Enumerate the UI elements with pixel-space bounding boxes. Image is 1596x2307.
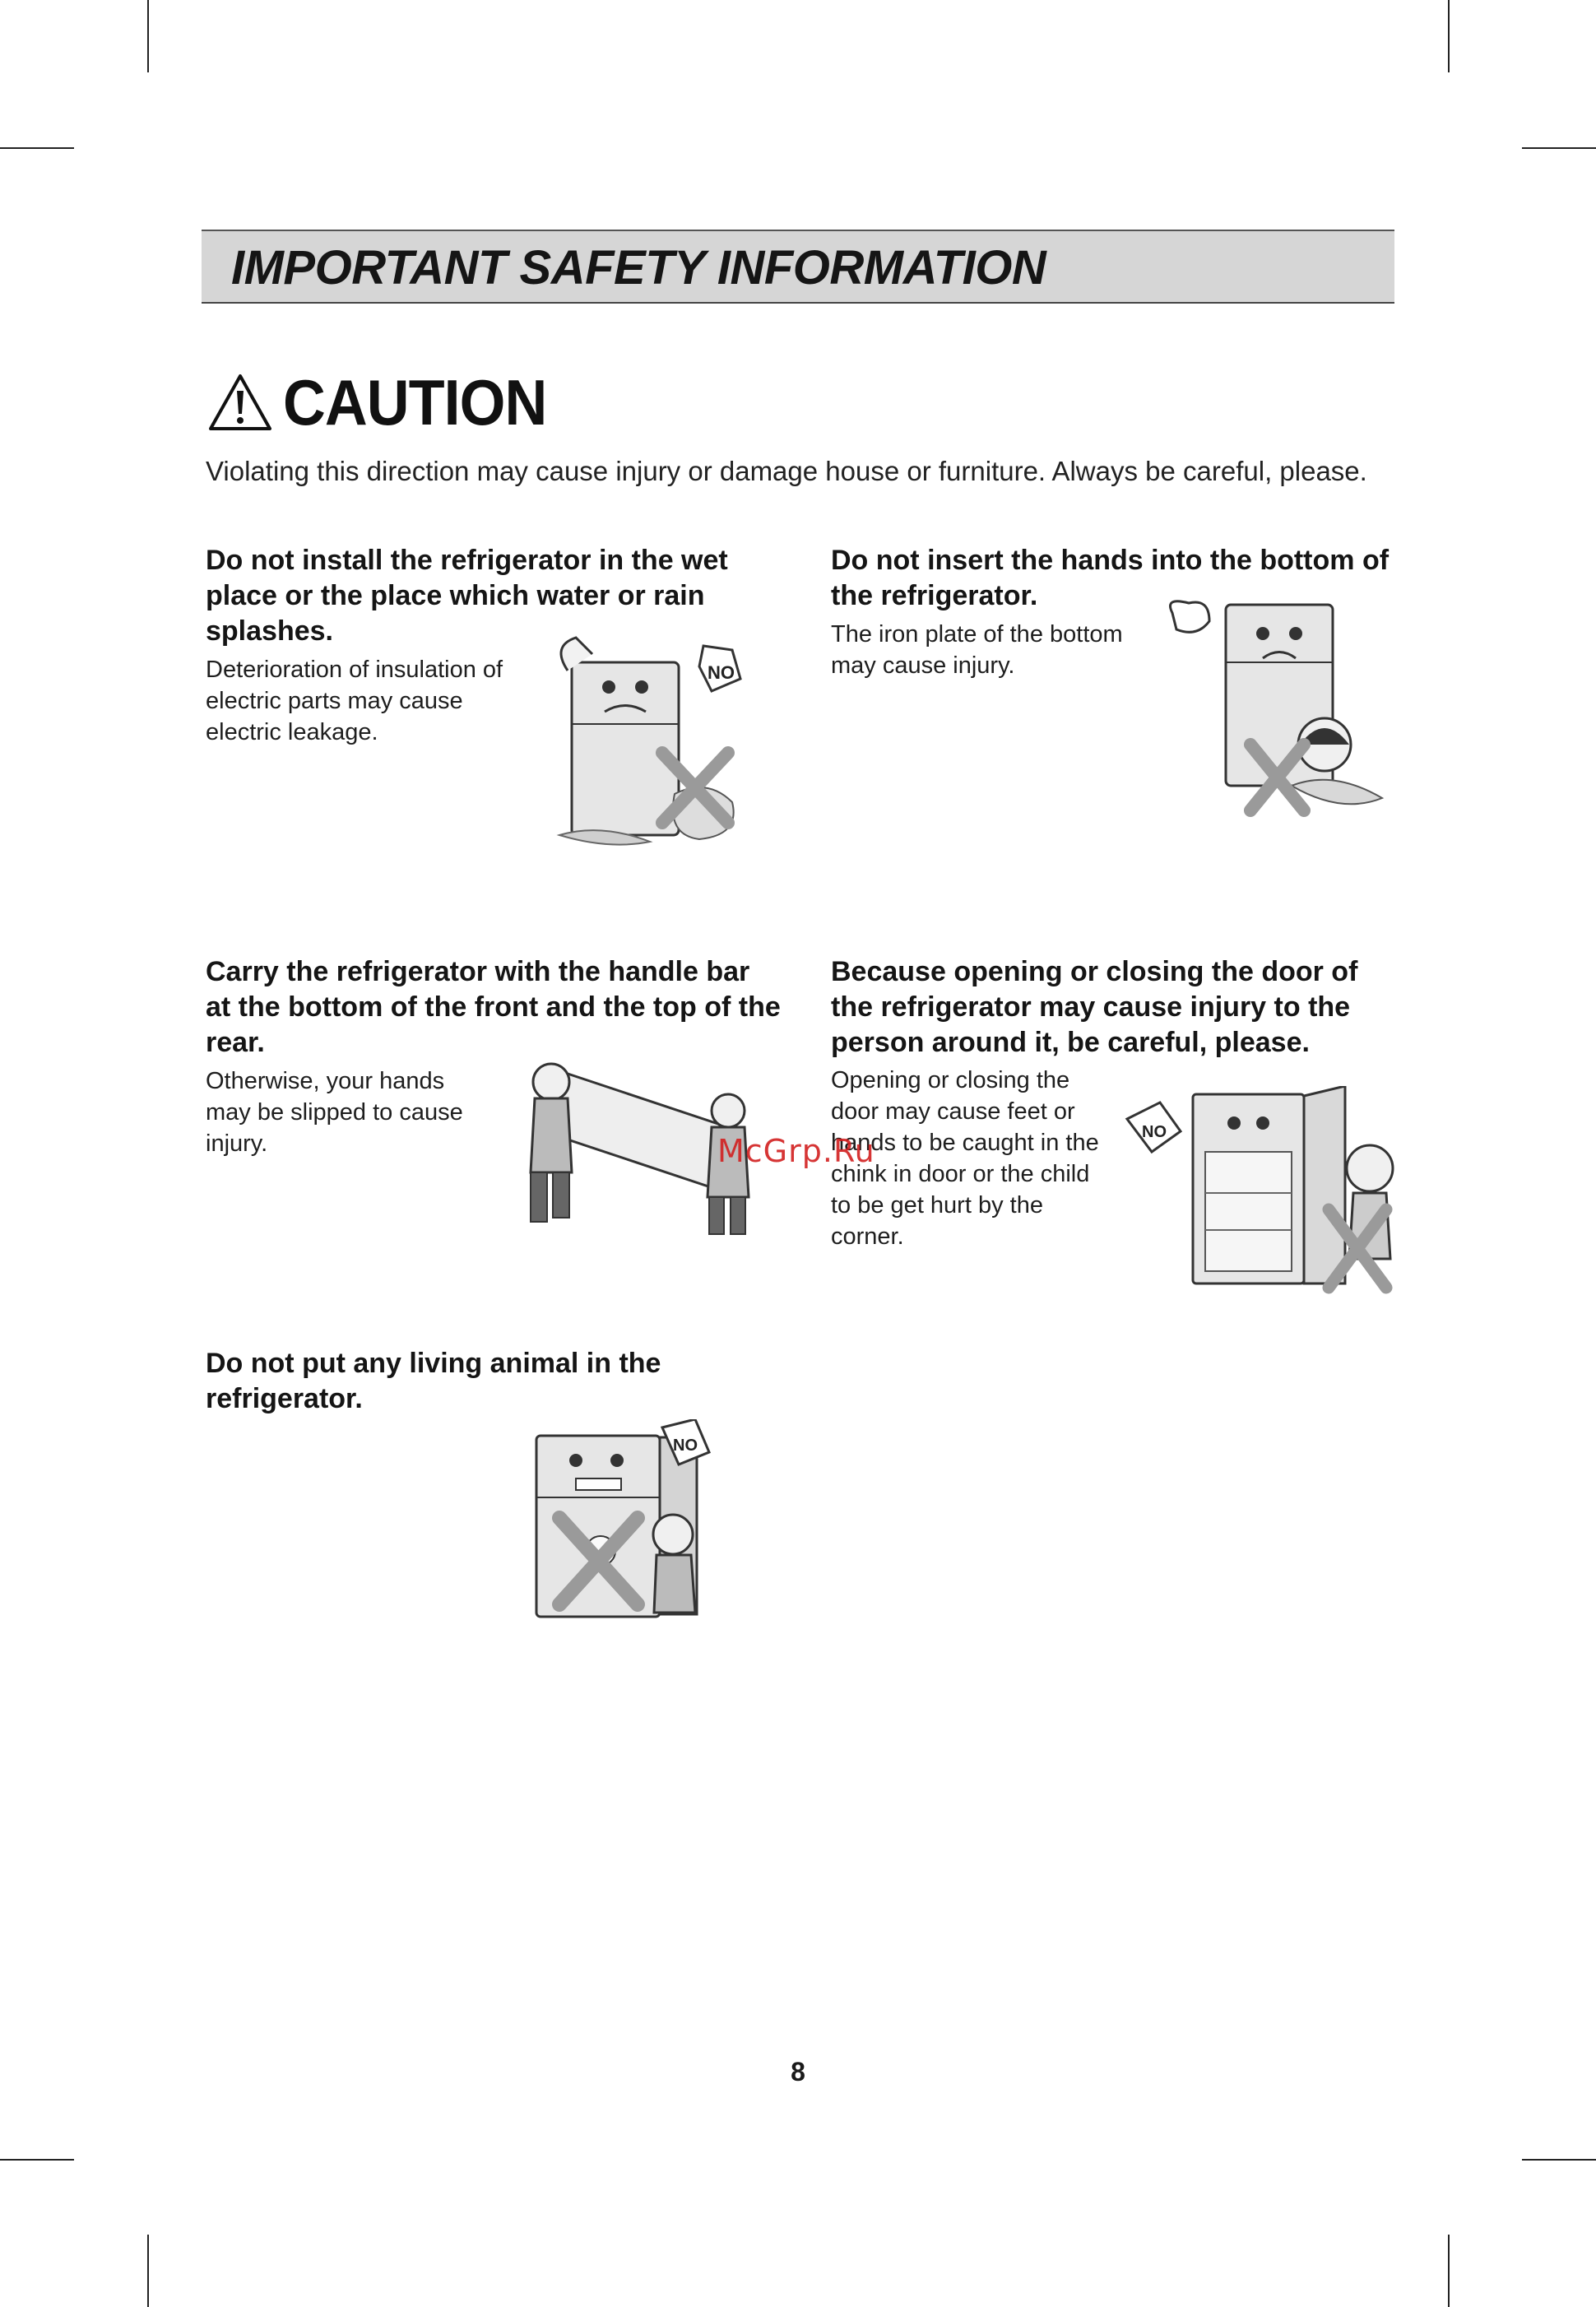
crop-mark xyxy=(1522,2159,1596,2161)
section-body: Otherwise, your hands may be slipped to cause injury. xyxy=(206,1068,463,1157)
section-wet-place-body xyxy=(206,654,527,748)
section-body: Deterioration of insulation of electric parts may cause electric leakage. xyxy=(206,657,503,745)
crop-mark xyxy=(147,2235,149,2307)
section-body: Opening or closing the door may cause feet or hands to be caught in the chink in door or the child to be get hurt by the corner. xyxy=(831,1067,1099,1250)
caution-heading xyxy=(207,366,569,439)
crop-mark xyxy=(147,0,149,72)
door-child-illustration xyxy=(1119,1086,1399,1304)
no-sign-label: NO xyxy=(708,662,735,683)
section-hands-bottom-body xyxy=(831,619,1144,681)
crop-mark xyxy=(0,147,74,149)
section-title: Do not insert the hands into the bottom of the refrigerator. xyxy=(831,545,1390,611)
animal-fridge-illustration xyxy=(527,1419,749,1625)
section-title: Because opening or closing the door of the refrigerator may cause injury to the person around it, be careful, please. xyxy=(831,956,1358,1058)
no-sign-label: NO xyxy=(1142,1123,1167,1141)
crop-mark xyxy=(1448,2235,1450,2307)
section-body: The iron plate of the bottom may cause injury. xyxy=(831,621,1123,679)
no-sign-label: NO xyxy=(673,1437,698,1455)
caution-description: Violating this direction may cause injury or damage house or furniture. Always be careful, please. xyxy=(206,456,1367,486)
warning-triangle-icon xyxy=(207,373,273,432)
caution-label: CAUTION xyxy=(283,366,547,439)
header-bar xyxy=(202,230,1394,304)
section-animal xyxy=(206,1346,716,1417)
crop-mark xyxy=(0,2159,74,2161)
fridge-bottom-illustration xyxy=(1160,596,1390,827)
crop-mark xyxy=(1522,147,1596,149)
wet-fridge-illustration xyxy=(535,629,765,852)
page-number: 8 xyxy=(791,2057,805,2087)
section-title: Carry the refrigerator with the handle bar at the bottom of the front and the top of the rear. xyxy=(206,956,781,1058)
crop-mark xyxy=(1448,0,1450,72)
section-title: Do not put any living animal in the refrigerator. xyxy=(206,1348,661,1414)
page-title: IMPORTANT SAFETY INFORMATION xyxy=(231,241,1046,295)
section-title: Do not install the refrigerator in the wet place or the place which water or rain splashes. xyxy=(206,545,728,647)
watermark: McGrp.Ru xyxy=(717,1133,875,1169)
section-door xyxy=(831,954,1407,1061)
section-carry-body xyxy=(206,1065,485,1159)
